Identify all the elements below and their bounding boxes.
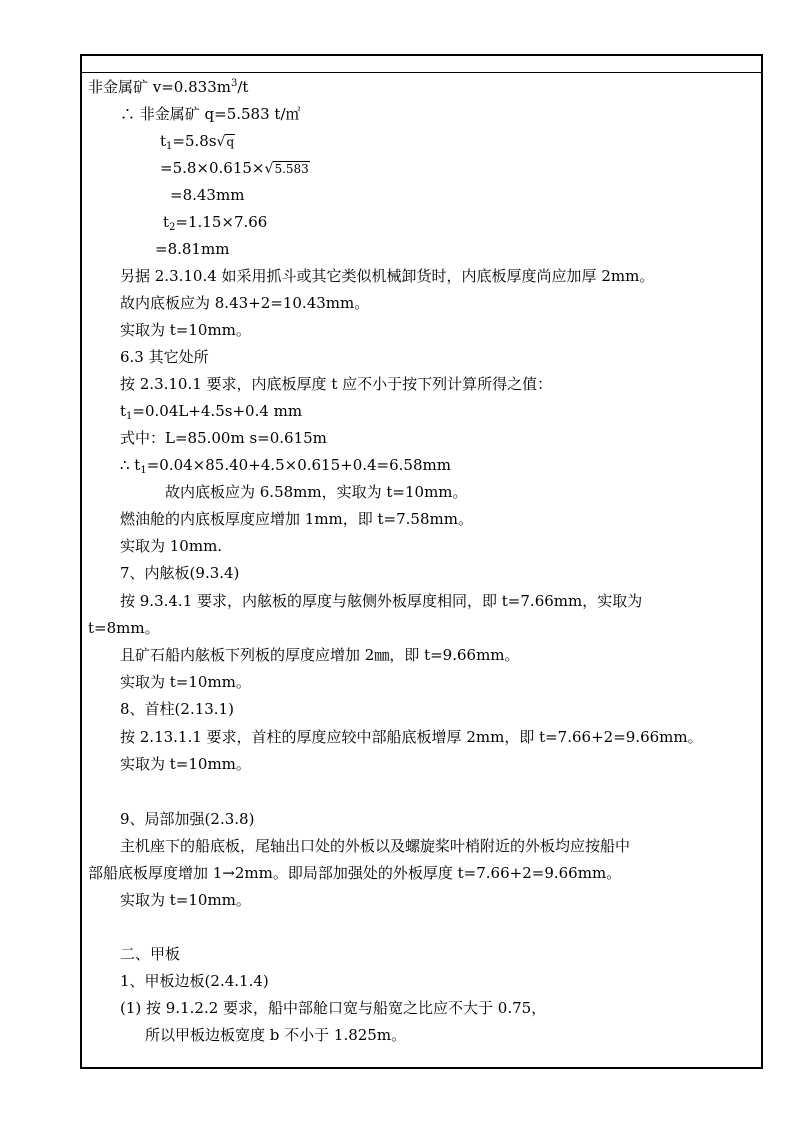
section-heading: 1、甲板边板(2.4.1.4) — [120, 972, 269, 990]
text-line: 燃油舱的内底板厚度应增加 1mm，即 t=7.58mm。 — [120, 510, 473, 528]
sqrt-symbol: √5.583 — [264, 161, 309, 177]
text-line: t=8mm。 — [88, 619, 160, 637]
text-line: 部船底板厚度增加 1→2mm。即局部加强处的外板厚度 t=7.66+2=9.66mm。 — [88, 864, 622, 882]
section-heading: 6.3 其它处所 — [120, 348, 209, 366]
text-line: ∴ 非金属矿 q=5.583 t/㎡ — [120, 105, 301, 123]
text-line: 所以甲板边板宽度 b 不小于 1.825m。 — [145, 1026, 407, 1044]
header-rule — [80, 72, 763, 73]
sqrt-symbol: √q — [216, 134, 235, 150]
section-heading: 9、局部加强(2.3.8) — [120, 810, 255, 828]
section-heading: 8、首柱(2.13.1) — [120, 700, 234, 718]
formula-line: ∴ $t_1=0.04\times 85.40+4.5\times 0.615+0.4=6.58mm$ — [120, 456, 451, 476]
text-line: 且矿石船内舷板下列板的厚度应增加 2㎜，即 t=9.66mm。 — [120, 646, 520, 664]
text-line: 非金属矿 $v=0.833m^3/t$ — [88, 78, 249, 96]
text-line: 实取为 t=10mm。 — [120, 321, 251, 339]
text-line: 故内底板应为 8.43+2=10.43mm。 — [120, 294, 370, 312]
formula-line: =8.43mm — [170, 186, 245, 204]
text-line: (1) 按 9.1.2.2 要求，船中部舱口宽与船宽之比应不大于 0.75， — [120, 999, 547, 1017]
formula-line: $t_1=0.04L+4.5s+0.4$ mm — [120, 402, 303, 422]
text-line: 实取为 t=10mm。 — [120, 755, 251, 773]
page-border-frame — [80, 54, 763, 1069]
text-line: 按 2.13.1.1 要求，首柱的厚度应较中部船底板增厚 2mm，即 t=7.66+2=9.66mm。 — [120, 728, 703, 746]
text-line: 实取为 10mm. — [120, 537, 223, 555]
text-line: 实取为 t=10mm。 — [120, 673, 251, 691]
text-line: 故内底板应为 6.58mm，实取为 t=10mm。 — [165, 483, 468, 501]
text-line: 主机座下的船底板，尾轴出口处的外板以及螺旋桨叶梢附近的外板均应按船中 — [120, 837, 631, 855]
formula-line: $t_2=1.15\times 7.66$ — [163, 213, 268, 233]
text-line: 按 2.3.10.1 要求，内底板厚度 t 应不小于按下列计算所得之值： — [120, 375, 553, 393]
text-line: 实取为 t=10mm。 — [120, 891, 251, 909]
text-line: 另据 2.3.10.4 如采用抓斗或其它类似机械卸货时，内底板厚度尚应加厚 2mm。 — [120, 267, 655, 285]
formula-line: =8.81mm — [155, 240, 230, 258]
text-line: 按 9.3.4.1 要求，内舷板的厚度与舷侧外板厚度相同，即 t=7.66mm，实取为 — [120, 592, 643, 610]
chapter-heading: 二、甲板 — [120, 945, 181, 963]
text-line: 式中：L=85.00m s=0.615m — [120, 429, 327, 447]
formula-line: $t_1=5.8s√q$ — [160, 132, 235, 152]
formula-line: =5.8×0.615×√5.583 — [160, 159, 309, 177]
section-heading: 7、内舷板(9.3.4) — [120, 564, 240, 582]
